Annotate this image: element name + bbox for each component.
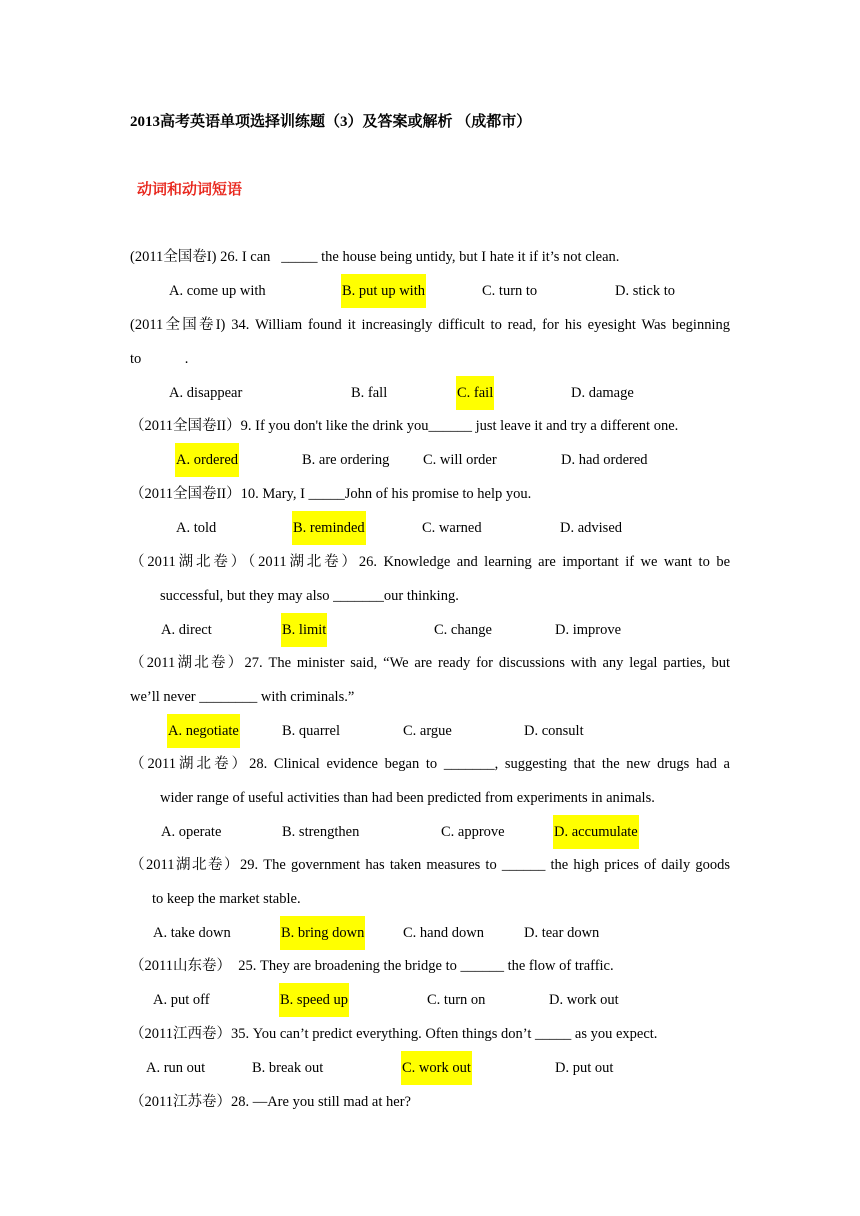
option-c: C. change xyxy=(434,622,492,638)
option-d: D. put out xyxy=(555,1060,614,1076)
option-d: D. advised xyxy=(560,520,623,536)
option-b-answer: B. reminded xyxy=(292,511,366,545)
question-item xyxy=(130,646,730,748)
question-stem: （2011湖北卷）29. The government has taken measures to ______ the high prices of daily goods xyxy=(130,857,730,873)
question-stem: （2011江苏卷）28. —Are you still mad at her? xyxy=(130,1094,411,1110)
question-stem-continued: to keep the market stable. xyxy=(152,891,301,907)
option-b: B. fall xyxy=(351,385,388,401)
question-item xyxy=(130,240,730,308)
option-c: C. argue xyxy=(403,723,452,739)
question-item xyxy=(130,848,730,950)
option-c: C. turn to xyxy=(482,283,538,299)
option-row xyxy=(130,613,730,647)
question-item xyxy=(130,308,730,410)
option-c: C. warned xyxy=(422,520,482,536)
option-a: A. direct xyxy=(161,622,212,638)
question-item xyxy=(130,949,730,1017)
option-d: D. consult xyxy=(524,723,584,739)
option-d: D. had ordered xyxy=(561,452,648,468)
question-stem-continued: we’ll never ________ with criminals.” xyxy=(130,689,355,705)
question-item xyxy=(130,545,730,647)
question-stem: （2011山东卷） 25. They are broadening the bridge to ______ the flow of traffic. xyxy=(130,958,614,974)
question-stem: （2011湖北卷）（2011湖北卷）26. Knowledge and learning are important if we want to be xyxy=(130,554,730,570)
option-a-answer: A. negotiate xyxy=(167,714,240,748)
question-item xyxy=(130,1085,730,1119)
option-a: A. told xyxy=(176,520,217,536)
question-stem-continued: successful, but they may also _______our thinking. xyxy=(160,588,459,604)
option-row xyxy=(130,714,730,748)
option-b: B. quarrel xyxy=(282,723,340,739)
option-b: B. strengthen xyxy=(282,824,360,840)
question-stem: （2011全国卷II）9. If you don't like the drink you______ just leave it and try a different one. xyxy=(130,418,679,434)
option-row xyxy=(130,1051,730,1085)
option-a: A. run out xyxy=(146,1060,206,1076)
option-c-answer: C. fail xyxy=(456,376,494,410)
question-item xyxy=(130,1017,730,1085)
option-b: B. are ordering xyxy=(302,452,390,468)
question-stem-continued: to . xyxy=(130,351,189,367)
option-c: C. hand down xyxy=(403,925,484,941)
option-c: C. turn on xyxy=(427,992,486,1008)
option-row xyxy=(130,983,730,1017)
option-a: A. come up with xyxy=(169,283,266,299)
option-row xyxy=(130,916,730,950)
option-a-answer: A. ordered xyxy=(175,443,239,477)
option-d: D. stick to xyxy=(615,283,676,299)
question-item xyxy=(130,409,730,477)
option-c: C. will order xyxy=(423,452,497,468)
question-item xyxy=(130,477,730,545)
option-b-answer: B. limit xyxy=(281,613,327,647)
option-a: A. operate xyxy=(161,824,222,840)
question-stem: （2011湖北卷）28. Clinical evidence began to _______, suggesting that the new drugs had a xyxy=(130,756,730,772)
option-row xyxy=(130,274,730,308)
question-stem: （2011湖北卷）27. The minister said, “We are ready for discussions with any legal parties, but xyxy=(130,655,730,671)
document-title: 2013高考英语单项选择训练题（3）及答案或解析 （成都市） xyxy=(130,114,532,130)
option-c: C. approve xyxy=(441,824,505,840)
option-b-answer: B. speed up xyxy=(279,983,349,1017)
option-row xyxy=(130,511,730,545)
option-a: A. put off xyxy=(153,992,210,1008)
option-row xyxy=(130,815,730,849)
option-a: A. disappear xyxy=(169,385,243,401)
question-item xyxy=(130,747,730,849)
section-heading: 动词和动词短语 xyxy=(137,182,243,198)
question-stem-continued: wider range of useful activities than had been predicted from experiments in animals. xyxy=(160,790,655,806)
option-row xyxy=(130,443,730,477)
option-b-answer: B. bring down xyxy=(280,916,365,950)
question-stem: (2011全国卷I) 26. I can _____ the house being untidy, but I hate it if it’s not clean. xyxy=(130,249,620,265)
question-stem: （2011全国卷II）10. Mary, I _____John of his promise to help you. xyxy=(130,486,532,502)
option-d-answer: D. accumulate xyxy=(553,815,639,849)
option-c-answer: C. work out xyxy=(401,1051,472,1085)
option-row xyxy=(130,376,730,410)
option-d: D. damage xyxy=(571,385,634,401)
question-stem: (2011全国卷I) 34. William found it increasingly difficult to read, for his eyesight Was beginning xyxy=(130,317,730,333)
option-b: B. break out xyxy=(252,1060,324,1076)
option-d: D. improve xyxy=(555,622,622,638)
option-b-answer: B. put up with xyxy=(341,274,426,308)
option-d: D. work out xyxy=(549,992,619,1008)
option-d: D. tear down xyxy=(524,925,600,941)
question-stem: （2011江西卷）35. You can’t predict everything. Often things don’t _____ as you expect. xyxy=(130,1026,658,1042)
option-a: A. take down xyxy=(153,925,231,941)
